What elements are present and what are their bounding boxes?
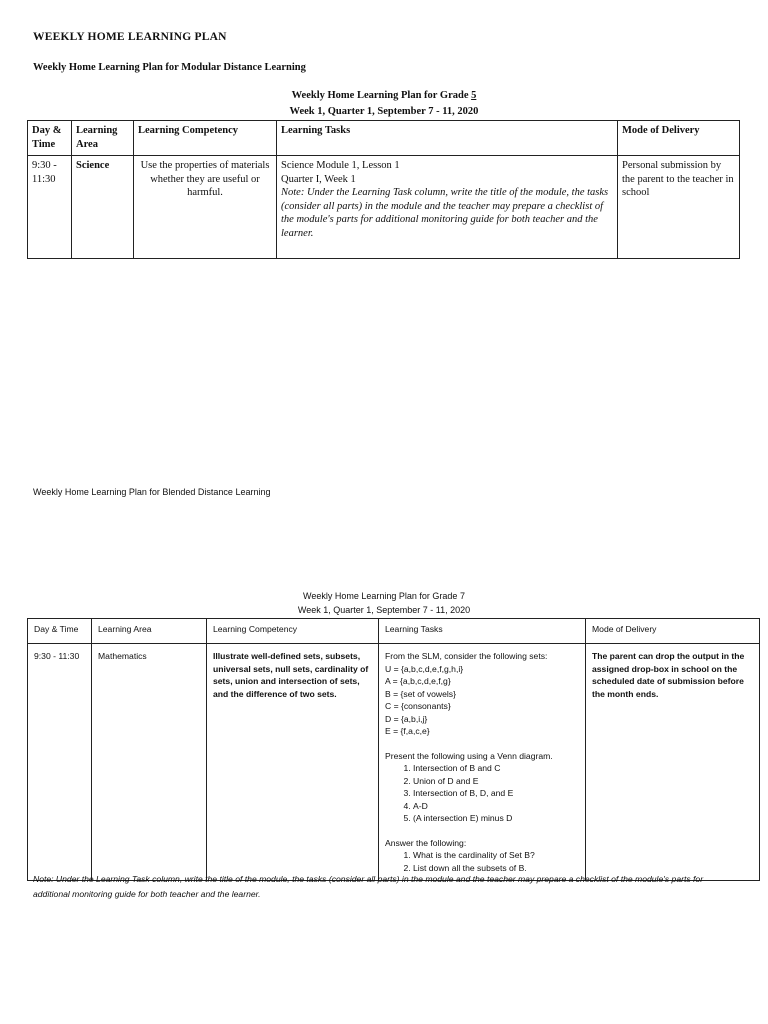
- set-item: B = {set of vowels}: [385, 688, 456, 699]
- header-mode-of-delivery: Mode of Delivery: [586, 619, 760, 644]
- tasks-module: Science Module 1, Lesson 1: [281, 160, 400, 171]
- answer-list: [385, 849, 579, 874]
- tasks-quarter: Quarter I, Week 1: [281, 173, 356, 185]
- table1-title-text: Weekly Home Learning Plan for Grade: [291, 90, 472, 101]
- table1-subtitle: Week 1, Quarter 1, September 7 - 11, 2020: [289, 106, 479, 117]
- list-item: 1. Intersection of B and C: [413, 762, 579, 775]
- table-header-row: [28, 121, 740, 156]
- venn-intro: Present the following using a Venn diagram.: [385, 750, 553, 761]
- set-item: C = {consonants}: [385, 701, 451, 711]
- header-day-time: Day & Time: [28, 121, 72, 156]
- cell-learning-tasks: [277, 156, 618, 259]
- table-row: [28, 156, 740, 259]
- cell-competency: Use the properties of materials whether they are useful or harmful.: [134, 156, 277, 259]
- table-header-row: [28, 619, 760, 644]
- cell-day-time: 9:30 - 11:30: [28, 644, 92, 881]
- header-learning-area: Learning Area: [72, 121, 134, 156]
- cell-competency: Illustrate well-defined sets, subsets, universal sets, null sets, cardinality of sets, union and intersection of sets, and the difference of two sets.: [207, 644, 379, 881]
- list-item: 2. List down all the subsets of B.: [413, 862, 579, 875]
- spacer: [385, 738, 579, 750]
- spacer: [385, 825, 579, 837]
- header-learning-tasks: Learning Tasks: [277, 121, 618, 156]
- answer-intro: Answer the following:: [385, 837, 467, 848]
- header-learning-tasks: Learning Tasks: [379, 619, 586, 644]
- learning-plan-table-grade7: [27, 618, 760, 881]
- footnote: Note: Under the Learning Task column, write the title of the module, the tasks (consider all parts) in the module and the teacher may prepare a checklist of the module's parts for additional monitoring guide for both teacher and the learner.: [33, 874, 704, 899]
- list-item: 5. (A intersection E) minus D: [413, 812, 579, 825]
- table2-title-text: Weekly Home Learning Plan for Grade 7: [303, 591, 465, 601]
- list-item: 2. Union of D and E: [413, 775, 579, 788]
- header-learning-competency: Learning Competency: [207, 619, 379, 644]
- cell-mode-of-delivery: The parent can drop the output in the assigned drop-box in school on the scheduled date of submission before the month ends.: [586, 644, 760, 881]
- header-mode-of-delivery: Mode of Delivery: [618, 121, 740, 156]
- cell-mode-of-delivery: Personal submission by the parent to the teacher in school: [618, 156, 740, 259]
- cell-learning-area: Science: [72, 156, 134, 259]
- table1-title: [0, 88, 768, 120]
- tasks-note: Note: Under the Learning Task column, write the title of the module, the tasks (consider all parts) in the module and the teacher may prepare a checklist of the module's parts for additional monitoring guide for both teacher and the learner.: [281, 187, 609, 239]
- table-row: [28, 644, 760, 881]
- set-list: [385, 663, 579, 738]
- cell-learning-tasks: [379, 644, 586, 881]
- list-item: 3. Intersection of B, D, and E: [413, 787, 579, 800]
- list-item: 4. A-D: [413, 800, 579, 813]
- venn-list: [385, 762, 579, 825]
- set-item: E = {f,a,c,e}: [385, 726, 430, 736]
- set-item: A = {a,b,c,d,e,f,g}: [385, 676, 451, 686]
- cell-day-time: 9:30 - 11:30: [28, 156, 72, 259]
- set-item: U = {a,b,c,d,e,f,g,h,i}: [385, 663, 464, 674]
- document-title: WEEKLY HOME LEARNING PLAN: [33, 31, 227, 43]
- table1-title-line: [0, 88, 768, 104]
- learning-plan-table-grade5: [27, 120, 740, 259]
- header-learning-competency: Learning Competency: [134, 121, 277, 156]
- cell-learning-area: Mathematics: [92, 644, 207, 881]
- section-heading-modular: Weekly Home Learning Plan for Modular Distance Learning: [33, 62, 306, 73]
- header-day-time: Day & Time: [28, 619, 92, 644]
- set-item: D = {a,b,i,j}: [385, 713, 428, 724]
- table1-grade: 5: [471, 90, 477, 101]
- list-item: 1. What is the cardinality of Set B?: [413, 849, 579, 862]
- table2-title: [0, 589, 768, 617]
- header-learning-area: Learning Area: [92, 619, 207, 644]
- tasks-intro: From the SLM, consider the following sets:: [385, 651, 548, 661]
- table2-subtitle: Week 1, Quarter 1, September 7 - 11, 2020: [297, 605, 471, 615]
- section-heading-blended: Weekly Home Learning Plan for Blended Distance Learning: [33, 487, 271, 497]
